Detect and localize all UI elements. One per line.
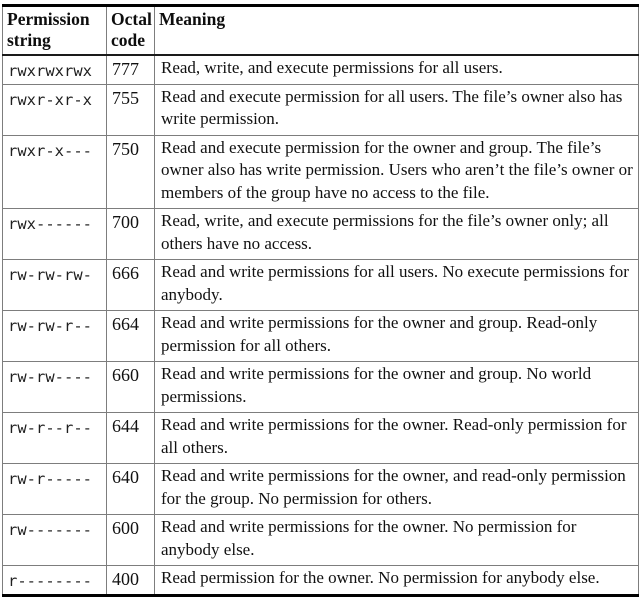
permission-string-cell: rwxrwxrwx: [3, 55, 107, 84]
meaning-cell: Read, write, and execute permissions for all users.: [155, 55, 639, 84]
table-row: [3, 84, 639, 135]
table-row: [3, 260, 639, 311]
octal-code-cell: 664: [107, 311, 155, 362]
permission-string-cell: rw-rw-rw-: [3, 260, 107, 311]
header-meaning: Meaning: [155, 6, 639, 56]
octal-code-cell: 777: [107, 55, 155, 84]
permission-string-cell: rwxr-xr-x: [3, 84, 107, 135]
permissions-table-body: [3, 55, 639, 595]
meaning-cell: Read and execute permission for all users. The file’s owner also has write permission.: [155, 84, 639, 135]
permission-string-cell: rw-rw-r--: [3, 311, 107, 362]
octal-code-cell: 644: [107, 413, 155, 464]
permission-string-cell: r--------: [3, 566, 107, 596]
table-row: [3, 209, 639, 260]
permission-string-cell: rw-r--r--: [3, 413, 107, 464]
octal-code-cell: 400: [107, 566, 155, 596]
octal-code-cell: 640: [107, 464, 155, 515]
header-row: [3, 6, 639, 56]
meaning-cell: Read and write permissions for the owner and group. Read-only permission for all others.: [155, 311, 639, 362]
table-row: [3, 135, 639, 209]
meaning-cell: Read and write permissions for the owner. No permission for anybody else.: [155, 515, 639, 566]
permission-string-cell: rw-------: [3, 515, 107, 566]
permission-string-cell: rw-rw----: [3, 362, 107, 413]
octal-code-cell: 600: [107, 515, 155, 566]
table-row: [3, 362, 639, 413]
header-permission-string: Permission string: [3, 6, 107, 56]
octal-code-cell: 750: [107, 135, 155, 209]
meaning-cell: Read, write, and execute permissions for the file’s owner only; all others have no access.: [155, 209, 639, 260]
table-row: [3, 55, 639, 84]
meaning-cell: Read and write permissions for the owner. Read-only permission for all others.: [155, 413, 639, 464]
permission-string-cell: rwxr-x---: [3, 135, 107, 209]
meaning-cell: Read and write permissions for the owner and group. No world permissions.: [155, 362, 639, 413]
table-row: [3, 566, 639, 596]
meaning-cell: Read permission for the owner. No permission for anybody else.: [155, 566, 639, 596]
meaning-cell: Read and execute permission for the owner and group. The file’s owner also has write permission. Users who aren’t the file’s owner or members of the group have no access to the file.: [155, 135, 639, 209]
permissions-table: [2, 4, 639, 597]
table-row: [3, 464, 639, 515]
meaning-cell: Read and write permissions for all users. No execute permissions for anybody.: [155, 260, 639, 311]
table-row: [3, 413, 639, 464]
table-row: [3, 515, 639, 566]
header-octal-code: Octal code: [107, 6, 155, 56]
permission-string-cell: rwx------: [3, 209, 107, 260]
octal-code-cell: 660: [107, 362, 155, 413]
table-row: [3, 311, 639, 362]
octal-code-cell: 666: [107, 260, 155, 311]
octal-code-cell: 700: [107, 209, 155, 260]
permission-string-cell: rw-r-----: [3, 464, 107, 515]
octal-code-cell: 755: [107, 84, 155, 135]
meaning-cell: Read and write permissions for the owner, and read-only permission for the group. No permission for others.: [155, 464, 639, 515]
